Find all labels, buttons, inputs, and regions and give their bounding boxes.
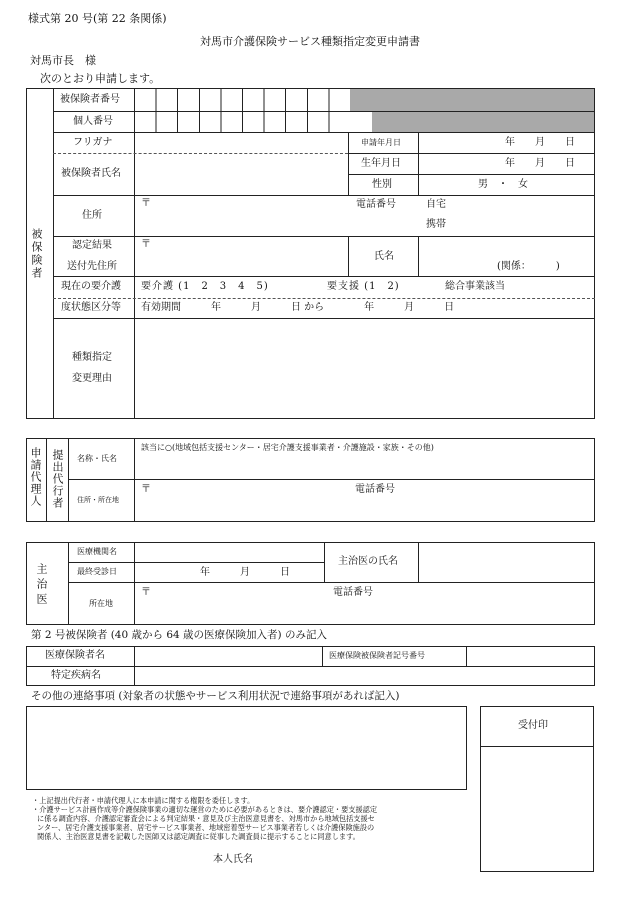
agent-inner-label: 提出代行者: [51, 449, 64, 509]
note-line-5: 関係人、主治医意見書を記載した医師又は認定調査に従事した調査員に提示することに同意します。: [37, 832, 360, 841]
addressee: 対馬市長 様: [30, 54, 96, 67]
doctor-address-input[interactable]: [135, 583, 594, 624]
last-visit-label: 最終受診日: [77, 567, 117, 576]
phone-label: 電話番号: [356, 199, 396, 210]
last-visit-input[interactable]: 年 月 日: [200, 567, 290, 578]
insured-symbol-input[interactable]: [467, 647, 594, 665]
form-title: 対馬市介護保険サービス種類指定変更申請書: [200, 35, 420, 48]
current-care-label-2: 度状態区分等: [61, 302, 121, 313]
general-project-option[interactable]: 総合事業該当: [445, 281, 505, 292]
dest-name-label: 氏名: [374, 251, 394, 262]
doctor-location-label: 所在地: [89, 599, 113, 608]
result-postal-mark: 〒: [141, 239, 151, 250]
valid-period[interactable]: 有効期間 年 月 日 から 年 月 日: [141, 302, 455, 313]
personal-number-shaded: [372, 112, 594, 132]
insured-name-label: 被保険者氏名: [61, 168, 121, 179]
care-level-options[interactable]: 要介護 (1 2 3 4 5): [141, 281, 269, 292]
furigana-label: フリガナ: [73, 137, 113, 148]
insured-symbol-label: 医療保険被保険者記号番号: [329, 651, 425, 660]
insurer-name-label: 医療保険者名: [45, 650, 105, 661]
disease-name-label: 特定疾病名: [51, 670, 101, 681]
change-reason-label-2: 変更理由: [72, 373, 112, 384]
furigana-input[interactable]: [135, 133, 347, 153]
signature-label: 本人氏名: [213, 854, 253, 865]
second-insured-heading: 第 2 号被保険者 (40 歳から 64 歳の医療保険加入者) のみ記入: [31, 629, 327, 641]
insured-section-label: 被保険者: [30, 228, 43, 280]
current-care-label-1: 現在の要介護: [61, 281, 121, 292]
insured-number-input[interactable]: [135, 89, 349, 111]
note-line-1: ・上記提出代行者・申請代理人に本申請に関する権限を委任します。: [32, 796, 255, 805]
agent-postal-mark: 〒: [141, 484, 151, 495]
disease-name-input[interactable]: [135, 667, 594, 685]
institution-input[interactable]: [135, 543, 323, 561]
mobile-phone-label: 携帯: [426, 219, 446, 230]
address-input[interactable]: [135, 196, 345, 235]
receipt-stamp-label: 受付印: [518, 720, 548, 731]
other-notes-heading: その他の連絡事項 (対象者の状態やサービス利用状況で連絡事項があれば記入): [31, 690, 400, 702]
change-reason-input[interactable]: [135, 319, 594, 418]
gender-options[interactable]: 男 ・ 女: [478, 179, 528, 190]
result-dest-label-1: 認定結果: [72, 240, 112, 251]
note-line-2: ・介護サービス計画作成等介護保険事業の適切な運営のために必要があるときは、要介護認定・要支援認定: [32, 805, 378, 814]
insurer-name-input[interactable]: [135, 647, 321, 665]
other-notes-input[interactable]: [26, 706, 467, 790]
birth-date-input[interactable]: 年 月 日: [505, 158, 575, 169]
institution-label: 医療機関名: [77, 547, 117, 556]
personal-number-input[interactable]: [135, 112, 371, 132]
form-number: 様式第 20 号(第 22 条関係): [28, 12, 167, 25]
change-reason-label-1: 種類指定: [72, 352, 112, 363]
intro-text: 次のとおり申請します。: [40, 72, 161, 85]
insured-number-shaded: [350, 89, 594, 111]
signature-input[interactable]: [260, 850, 460, 870]
result-dest-label-2: 送付先住所: [67, 261, 117, 272]
agent-name-label: 名称・氏名: [77, 454, 117, 463]
agent-outer-label: 申請代理人: [29, 447, 42, 507]
result-dest-address-input[interactable]: [135, 237, 347, 275]
application-date-label: 申請年月日: [361, 138, 401, 147]
relation-field[interactable]: (関係： ): [497, 261, 560, 272]
address-label: 住所: [82, 210, 102, 221]
agent-phone-label: 電話番号: [355, 484, 395, 495]
home-phone-label: 自宅: [426, 199, 446, 210]
application-date-input[interactable]: 年 月 日: [505, 137, 575, 148]
note-line-4: ンター、居宅介護支援事業者、居宅サービス事業者、地域密着型サービス事業者若しくは介護保険施設の: [37, 823, 375, 832]
personal-number-label: 個人番号: [73, 116, 113, 127]
agent-address-label: 住所・所在地: [77, 496, 119, 504]
birth-date-label: 生年月日: [361, 158, 401, 169]
postal-mark: 〒: [141, 198, 151, 209]
consent-notes: [32, 796, 377, 841]
gender-label: 性別: [372, 179, 392, 190]
doctor-name-input[interactable]: [419, 543, 594, 581]
doctor-section-label: 主治医: [35, 563, 48, 608]
agent-address-input[interactable]: [135, 480, 594, 521]
support-level-options[interactable]: 要支援 (1 2): [327, 281, 400, 292]
doctor-phone-label: 電話番号: [333, 587, 373, 598]
note-line-3: に係る調査内容、介護認定審査会による判定結果・意見及び主治医意見書を、対馬市から地域包括支援セ: [37, 814, 375, 823]
insured-number-label: 被保険者番号: [60, 94, 120, 105]
doctor-name-label: 主治医の氏名: [338, 556, 398, 567]
insured-name-input[interactable]: [135, 154, 347, 194]
agent-type-note[interactable]: 該当に○(地域包括支援センター・居宅介護支援事業者・介護施設・家族・その他): [141, 443, 434, 452]
doctor-postal-mark: 〒: [141, 587, 151, 598]
